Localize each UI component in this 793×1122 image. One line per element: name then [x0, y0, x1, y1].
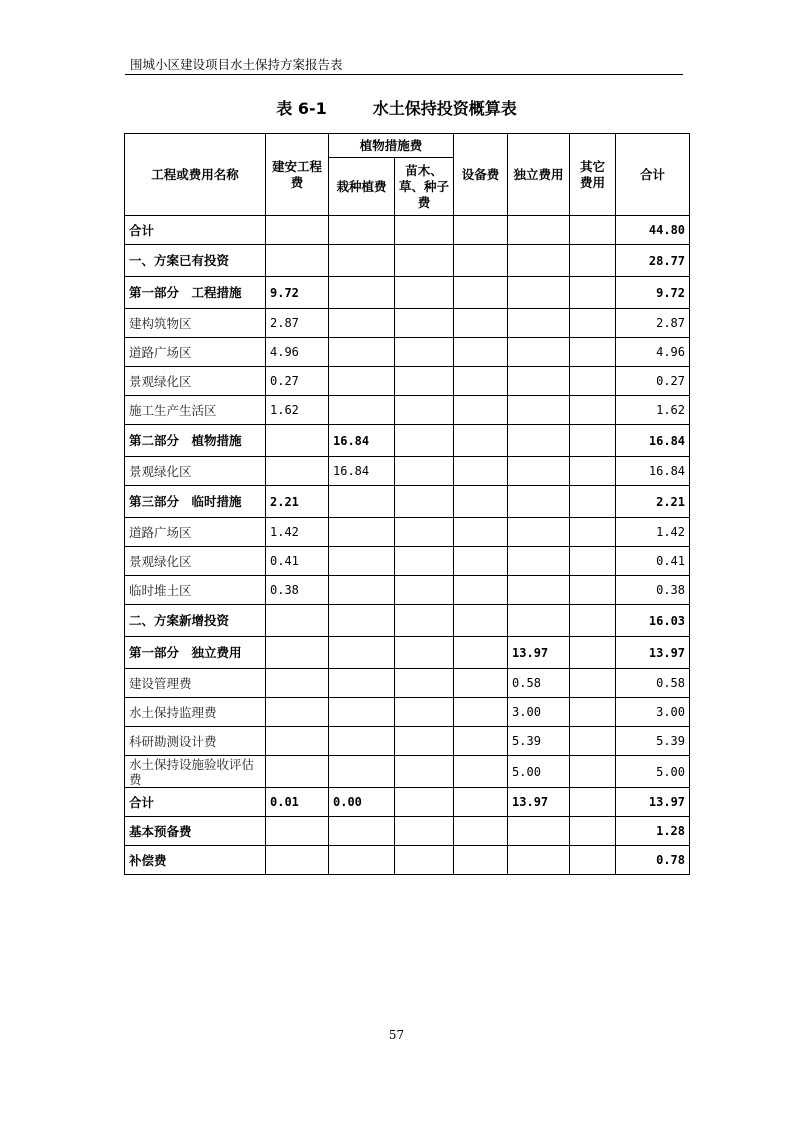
planting-cell — [329, 216, 395, 245]
equipment-cell — [454, 846, 508, 875]
row-name: 第三部分 临时措施 — [125, 486, 266, 518]
independent-cell — [508, 817, 570, 846]
construction-cell: 1.42 — [266, 518, 329, 547]
table-row — [125, 457, 690, 486]
total-cell: 2.87 — [616, 309, 690, 338]
seedlings-cell — [395, 277, 454, 309]
header-construction: 建安工程费 — [266, 134, 329, 216]
independent-cell — [508, 576, 570, 605]
independent-cell: 0.58 — [508, 669, 570, 698]
other-cell — [570, 425, 616, 457]
construction-cell — [266, 425, 329, 457]
other-cell — [570, 846, 616, 875]
other-cell — [570, 605, 616, 637]
total-cell: 16.03 — [616, 605, 690, 637]
total-cell: 13.97 — [616, 637, 690, 669]
equipment-cell — [454, 547, 508, 576]
planting-cell — [329, 547, 395, 576]
table-row — [125, 367, 690, 396]
construction-cell: 4.96 — [266, 338, 329, 367]
seedlings-cell — [395, 756, 454, 788]
table-row — [125, 277, 690, 309]
planting-cell: 0.00 — [329, 788, 395, 817]
table-row — [125, 788, 690, 817]
independent-cell — [508, 396, 570, 425]
equipment-cell — [454, 576, 508, 605]
table-row — [125, 846, 690, 875]
seedlings-cell — [395, 309, 454, 338]
row-name: 施工生产生活区 — [125, 396, 266, 425]
equipment-cell — [454, 309, 508, 338]
construction-cell — [266, 846, 329, 875]
total-cell: 0.78 — [616, 846, 690, 875]
row-name: 景观绿化区 — [125, 457, 266, 486]
header-divider — [125, 74, 683, 75]
total-cell: 0.41 — [616, 547, 690, 576]
header-other: 其它费用 — [570, 134, 616, 216]
total-cell: 1.42 — [616, 518, 690, 547]
seedlings-cell — [395, 576, 454, 605]
row-name: 一、方案已有投资 — [125, 245, 266, 277]
total-cell: 1.62 — [616, 396, 690, 425]
row-name: 建设管理费 — [125, 669, 266, 698]
total-cell: 0.27 — [616, 367, 690, 396]
investment-estimate-table — [124, 133, 690, 875]
seedlings-cell — [395, 727, 454, 756]
row-name: 景观绿化区 — [125, 367, 266, 396]
construction-cell: 0.41 — [266, 547, 329, 576]
equipment-cell — [454, 727, 508, 756]
other-cell — [570, 309, 616, 338]
equipment-cell — [454, 457, 508, 486]
seedlings-cell — [395, 425, 454, 457]
total-cell: 13.97 — [616, 788, 690, 817]
equipment-cell — [454, 637, 508, 669]
construction-cell: 9.72 — [266, 277, 329, 309]
seedlings-cell — [395, 216, 454, 245]
planting-cell — [329, 727, 395, 756]
planting-cell — [329, 338, 395, 367]
planting-cell — [329, 817, 395, 846]
seedlings-cell — [395, 817, 454, 846]
construction-cell — [266, 817, 329, 846]
independent-cell: 5.00 — [508, 756, 570, 788]
seedlings-cell — [395, 245, 454, 277]
row-name: 第二部分 植物措施 — [125, 425, 266, 457]
total-cell: 3.00 — [616, 698, 690, 727]
seedlings-cell — [395, 669, 454, 698]
running-header: 围城小区建设项目水土保持方案报告表 — [130, 57, 343, 72]
planting-cell — [329, 367, 395, 396]
planting-cell — [329, 486, 395, 518]
seedlings-cell — [395, 486, 454, 518]
independent-cell — [508, 309, 570, 338]
equipment-cell — [454, 817, 508, 846]
other-cell — [570, 216, 616, 245]
construction-cell — [266, 698, 329, 727]
total-cell: 9.72 — [616, 277, 690, 309]
table-row — [125, 245, 690, 277]
planting-cell — [329, 309, 395, 338]
equipment-cell — [454, 698, 508, 727]
total-cell: 5.00 — [616, 756, 690, 788]
seedlings-cell — [395, 698, 454, 727]
construction-cell — [266, 605, 329, 637]
planting-cell — [329, 698, 395, 727]
header-planting: 栽种植费 — [329, 158, 395, 216]
other-cell — [570, 245, 616, 277]
total-cell: 1.28 — [616, 817, 690, 846]
table-row — [125, 338, 690, 367]
table-title — [0, 96, 793, 119]
seedlings-cell — [395, 788, 454, 817]
seedlings-cell — [395, 547, 454, 576]
seedlings-cell — [395, 396, 454, 425]
table-row — [125, 817, 690, 846]
other-cell — [570, 788, 616, 817]
seedlings-cell — [395, 637, 454, 669]
seedlings-cell — [395, 367, 454, 396]
construction-cell — [266, 245, 329, 277]
header-equipment: 设备费 — [454, 134, 508, 216]
planting-cell — [329, 756, 395, 788]
row-name: 补偿费 — [125, 846, 266, 875]
header-plant-measures: 植物措施费 — [329, 134, 454, 158]
equipment-cell — [454, 425, 508, 457]
other-cell — [570, 756, 616, 788]
total-cell: 16.84 — [616, 425, 690, 457]
total-cell: 28.77 — [616, 245, 690, 277]
independent-cell — [508, 367, 570, 396]
construction-cell — [266, 637, 329, 669]
independent-cell — [508, 457, 570, 486]
row-name: 水土保持设施验收评估费 — [125, 756, 266, 788]
other-cell — [570, 547, 616, 576]
row-name: 临时堆土区 — [125, 576, 266, 605]
header-seedlings: 苗木、草、种子费 — [395, 158, 454, 216]
planting-cell: 16.84 — [329, 457, 395, 486]
planting-cell — [329, 637, 395, 669]
row-name: 基本预备费 — [125, 817, 266, 846]
equipment-cell — [454, 396, 508, 425]
table-number: 表 6-1 — [276, 99, 327, 118]
other-cell — [570, 669, 616, 698]
total-cell: 0.38 — [616, 576, 690, 605]
independent-cell — [508, 547, 570, 576]
planting-cell — [329, 277, 395, 309]
header-name: 工程或费用名称 — [125, 134, 266, 216]
table-row — [125, 637, 690, 669]
row-name: 合计 — [125, 216, 266, 245]
other-cell — [570, 277, 616, 309]
independent-cell — [508, 245, 570, 277]
row-name: 科研勘测设计费 — [125, 727, 266, 756]
row-name: 第一部分 工程措施 — [125, 277, 266, 309]
planting-cell: 16.84 — [329, 425, 395, 457]
construction-cell: 1.62 — [266, 396, 329, 425]
header-independent: 独立费用 — [508, 134, 570, 216]
total-cell: 0.58 — [616, 669, 690, 698]
construction-cell — [266, 756, 329, 788]
equipment-cell — [454, 486, 508, 518]
row-name: 景观绿化区 — [125, 547, 266, 576]
other-cell — [570, 518, 616, 547]
other-cell — [570, 396, 616, 425]
other-cell — [570, 338, 616, 367]
other-cell — [570, 367, 616, 396]
other-cell — [570, 727, 616, 756]
planting-cell — [329, 518, 395, 547]
table-row — [125, 547, 690, 576]
equipment-cell — [454, 338, 508, 367]
equipment-cell — [454, 669, 508, 698]
equipment-cell — [454, 245, 508, 277]
total-cell: 44.80 — [616, 216, 690, 245]
other-cell — [570, 698, 616, 727]
other-cell — [570, 576, 616, 605]
row-name: 第一部分 独立费用 — [125, 637, 266, 669]
table-row — [125, 727, 690, 756]
table-row — [125, 698, 690, 727]
table-row — [125, 396, 690, 425]
row-name: 道路广场区 — [125, 518, 266, 547]
seedlings-cell — [395, 846, 454, 875]
table-row — [125, 216, 690, 245]
construction-cell — [266, 457, 329, 486]
equipment-cell — [454, 518, 508, 547]
equipment-cell — [454, 216, 508, 245]
table-row — [125, 576, 690, 605]
equipment-cell — [454, 277, 508, 309]
row-name: 道路广场区 — [125, 338, 266, 367]
seedlings-cell — [395, 518, 454, 547]
planting-cell — [329, 245, 395, 277]
construction-cell — [266, 669, 329, 698]
construction-cell: 2.21 — [266, 486, 329, 518]
independent-cell: 5.39 — [508, 727, 570, 756]
table-row — [125, 605, 690, 637]
independent-cell — [508, 277, 570, 309]
construction-cell: 0.01 — [266, 788, 329, 817]
independent-cell — [508, 518, 570, 547]
header-total: 合计 — [616, 134, 690, 216]
seedlings-cell — [395, 605, 454, 637]
planting-cell — [329, 576, 395, 605]
total-cell: 5.39 — [616, 727, 690, 756]
planting-cell — [329, 669, 395, 698]
construction-cell: 2.87 — [266, 309, 329, 338]
total-cell: 2.21 — [616, 486, 690, 518]
table-row — [125, 518, 690, 547]
seedlings-cell — [395, 338, 454, 367]
seedlings-cell — [395, 457, 454, 486]
table-row — [125, 486, 690, 518]
independent-cell: 13.97 — [508, 788, 570, 817]
independent-cell: 13.97 — [508, 637, 570, 669]
planting-cell — [329, 396, 395, 425]
construction-cell: 0.27 — [266, 367, 329, 396]
row-name: 合计 — [125, 788, 266, 817]
page-number: 57 — [388, 1028, 405, 1042]
construction-cell: 0.38 — [266, 576, 329, 605]
row-name: 水土保持监理费 — [125, 698, 266, 727]
construction-cell — [266, 727, 329, 756]
construction-cell — [266, 216, 329, 245]
row-name: 建构筑物区 — [125, 309, 266, 338]
independent-cell — [508, 338, 570, 367]
equipment-cell — [454, 605, 508, 637]
independent-cell — [508, 846, 570, 875]
table-row — [125, 756, 690, 788]
other-cell — [570, 637, 616, 669]
independent-cell — [508, 605, 570, 637]
equipment-cell — [454, 788, 508, 817]
total-cell: 16.84 — [616, 457, 690, 486]
table-body — [125, 216, 690, 875]
row-name: 二、方案新增投资 — [125, 605, 266, 637]
planting-cell — [329, 846, 395, 875]
independent-cell — [508, 486, 570, 518]
equipment-cell — [454, 367, 508, 396]
other-cell — [570, 817, 616, 846]
table-row — [125, 669, 690, 698]
equipment-cell — [454, 756, 508, 788]
independent-cell — [508, 216, 570, 245]
table-name: 水土保持投资概算表 — [372, 99, 517, 118]
total-cell: 4.96 — [616, 338, 690, 367]
planting-cell — [329, 605, 395, 637]
other-cell — [570, 486, 616, 518]
independent-cell: 3.00 — [508, 698, 570, 727]
table-row — [125, 425, 690, 457]
table-row — [125, 309, 690, 338]
other-cell — [570, 457, 616, 486]
independent-cell — [508, 425, 570, 457]
